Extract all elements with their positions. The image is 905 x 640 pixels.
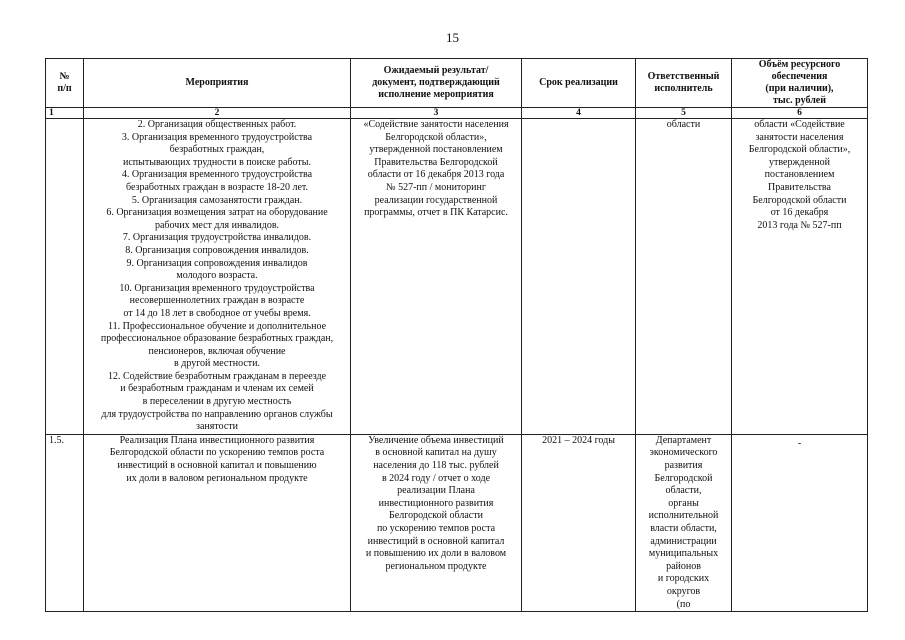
text-line: округов bbox=[666, 585, 701, 597]
text-line: 12. Содействие безработным гражданам в переезде bbox=[107, 370, 327, 382]
text-line: инвестиционного развития bbox=[378, 497, 494, 509]
text-line: и городских bbox=[657, 573, 710, 585]
text-line: муниципальных bbox=[648, 548, 719, 560]
text-line: исполнение мероприятия bbox=[378, 89, 494, 100]
text-line: инвестиций в основной капитал и повышению bbox=[117, 460, 317, 472]
text-line: реализации Плана bbox=[397, 485, 475, 497]
row-result-cell bbox=[351, 119, 522, 435]
text-line: от 16 декабря bbox=[770, 207, 829, 219]
text-line: в 2024 году / отчет о ходе bbox=[381, 472, 491, 484]
header-num bbox=[46, 59, 84, 108]
text-line: области, bbox=[665, 485, 702, 497]
text-line: Белгородской области bbox=[389, 510, 483, 522]
col-number-5: 5 bbox=[636, 108, 732, 119]
text-line: (при наличии), bbox=[765, 83, 834, 94]
col-number-3: 3 bbox=[351, 108, 522, 119]
text-line: занятости населения bbox=[755, 131, 844, 143]
text-line: Срок реализации bbox=[539, 77, 618, 88]
text-line: № bbox=[59, 71, 70, 82]
text-line: исполнительной bbox=[648, 510, 719, 522]
text-line: и повышению их доли в валовом bbox=[365, 548, 507, 560]
text-line: 2013 года № 527-пп bbox=[757, 219, 842, 231]
text-line: по ускорению темпов роста bbox=[376, 523, 496, 534]
header-responsible bbox=[636, 59, 732, 108]
text-line: Мероприятия bbox=[185, 77, 249, 88]
text-line: Белгородской области по ускорению темпов роста bbox=[109, 447, 325, 459]
text-line: реализации государственной bbox=[374, 194, 498, 206]
header-row bbox=[46, 59, 868, 108]
text-line: 2. Организация общественных работ. bbox=[137, 119, 297, 130]
text-line: инвестиций в основной капитал bbox=[367, 535, 505, 547]
text-line: Белгородской области», bbox=[385, 131, 487, 143]
text-line: 6. Организация возмещения затрат на оборудование bbox=[106, 207, 328, 219]
col-number-2: 2 bbox=[84, 108, 351, 119]
row-responsible-cell bbox=[636, 119, 732, 435]
text-line: несовершеннолетних граждан в возрасте bbox=[129, 295, 305, 307]
text-line: от 14 до 18 лет в свободное от учебы время. bbox=[123, 307, 311, 319]
text-line: Объём ресурсного bbox=[758, 59, 841, 70]
col-number-4: 4 bbox=[522, 108, 636, 119]
row-1-5-responsible bbox=[636, 434, 732, 611]
text-line: 4. Организация временного трудоустройства bbox=[121, 169, 313, 181]
text-line: Ожидаемый результат/ bbox=[383, 65, 489, 76]
col-number-6: 6 bbox=[732, 108, 868, 119]
column-number-row bbox=[46, 108, 868, 119]
text-line: районов bbox=[666, 560, 701, 572]
text-line: 5. Организация самозанятости граждан. bbox=[131, 194, 303, 206]
row-resources-cell bbox=[732, 119, 868, 435]
page-number: 15 bbox=[446, 30, 459, 45]
text-line: администрации bbox=[650, 535, 717, 547]
header-result bbox=[351, 59, 522, 108]
text-line: в основной капитал на душу bbox=[375, 447, 497, 459]
text-line: обеспечения bbox=[771, 71, 828, 82]
text-line: Департамент bbox=[655, 434, 712, 446]
text-line: тыс. рублей bbox=[772, 95, 827, 106]
text-line: утвержденной bbox=[769, 156, 830, 168]
col-number-1: 1 bbox=[46, 108, 84, 119]
text-line: Ответственный bbox=[647, 71, 720, 82]
text-line: Белгородской области», bbox=[748, 144, 851, 156]
text-line: области «Содействие bbox=[754, 119, 845, 130]
text-line: Правительства bbox=[768, 181, 831, 193]
measures-table bbox=[45, 58, 868, 612]
text-line: и безработным гражданам и членам их семей bbox=[120, 383, 314, 395]
text-line: Правительства Белгородской bbox=[374, 156, 498, 168]
text-line: исполнитель bbox=[654, 83, 713, 94]
row-1-5-resources bbox=[732, 434, 868, 611]
text-line: населения до 118 тыс. рублей bbox=[373, 460, 499, 472]
text-line: власти области, bbox=[650, 523, 717, 534]
text-line: органы bbox=[668, 497, 699, 509]
header-term bbox=[522, 59, 636, 108]
text-line: в другой местности. bbox=[174, 358, 260, 370]
text-line: занятости bbox=[196, 421, 238, 433]
row-1-5-result bbox=[351, 434, 522, 611]
text-line: 7. Организация трудоустройства инвалидов. bbox=[122, 232, 312, 244]
text-line: рабочих мест для инвалидов. bbox=[154, 219, 280, 231]
text-line: безработных граждан, bbox=[169, 144, 265, 156]
text-line: безработных граждан в возрасте 18-20 лет. bbox=[125, 181, 309, 193]
text-line: экономического bbox=[649, 447, 718, 459]
text-line: Белгородской области bbox=[752, 194, 847, 206]
text-line: Увеличение объема инвестиций bbox=[368, 434, 504, 446]
table-row bbox=[46, 434, 868, 611]
text-line: (по bbox=[676, 598, 691, 610]
row-1-5-term: 2021 – 2024 годы bbox=[522, 434, 636, 611]
text-line: Реализация Плана инвестиционного развития bbox=[119, 434, 315, 446]
text-line: в переселении в другую местность bbox=[142, 396, 292, 408]
row-1-5-events bbox=[84, 434, 351, 611]
text-line: региональном продукте bbox=[385, 560, 487, 572]
text-line: 8. Организация сопровождения инвалидов. bbox=[125, 244, 309, 256]
text-line: № 527-пп / мониторинг bbox=[386, 181, 486, 193]
text-line: их доли в валовом региональном продукте bbox=[126, 472, 308, 484]
text-line: «Содействие занятости населения bbox=[363, 119, 509, 130]
text-line: документ, подтверждающий bbox=[372, 77, 500, 88]
text-line: испытывающих трудности в поиске работы. bbox=[123, 156, 311, 168]
text-line: профессиональное образование безработных граждан, bbox=[100, 333, 334, 345]
row-term-cell bbox=[522, 119, 636, 435]
text-line: Белгородской bbox=[654, 472, 713, 484]
text-line: для трудоустройства по направлению органов службы bbox=[101, 408, 333, 420]
text-line: области bbox=[666, 119, 701, 130]
text-line: п/п bbox=[57, 83, 72, 94]
text-line: постановлением bbox=[764, 169, 835, 181]
row-events-cell bbox=[84, 119, 351, 435]
text-line: области от 16 декабря 2013 года bbox=[367, 169, 505, 181]
text-line: молодого возраста. bbox=[176, 270, 258, 282]
text-line: 9. Организация сопровождения инвалидов bbox=[126, 257, 308, 269]
resources-dash: - bbox=[797, 437, 802, 449]
text-line: развития bbox=[664, 460, 703, 472]
text-line: утвержденной постановлением bbox=[369, 144, 503, 156]
text-line: пенсионеров, включая обучение bbox=[148, 345, 286, 357]
header-events bbox=[84, 59, 351, 108]
text-line: 11. Профессиональное обучение и дополнительное bbox=[107, 320, 327, 332]
text-line: программы, отчет в ПК Катарсис. bbox=[364, 207, 508, 219]
header-resources bbox=[732, 59, 868, 108]
row-num-cell bbox=[46, 119, 84, 435]
text-line: 10. Организация временного трудоустройства bbox=[119, 282, 315, 294]
text-line: 3. Организация временного трудоустройства bbox=[121, 131, 313, 143]
row-1-5-num: 1.5. bbox=[46, 434, 84, 611]
table-row bbox=[46, 119, 868, 435]
